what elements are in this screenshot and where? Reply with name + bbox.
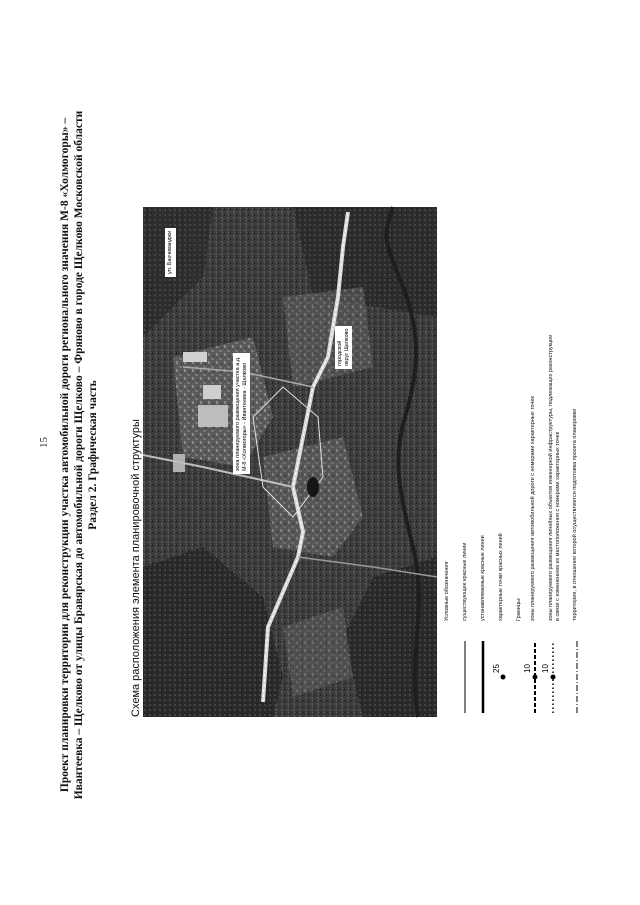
legend-item-text-line-1: зоны планируемого размещения линейных объектов инженерной инфраструктуры, подлежащих реконструкции: [548, 334, 554, 621]
legend-item: [542, 197, 564, 717]
zone-label: [233, 354, 250, 475]
point-number: 10: [541, 664, 550, 673]
aerial-map: [143, 207, 437, 717]
map-legend: [440, 197, 600, 717]
scheme-title: Схема расположения элемента планировочной структуры: [130, 419, 142, 717]
planning-territory-symbol: [566, 637, 584, 717]
legend-heading: Условные обозначения: [444, 561, 450, 621]
legend-item-text: устанавливаемые красные линии: [480, 535, 486, 621]
district-label-line-1: городской: [337, 340, 343, 366]
title-line-1: Проект планировки территории для реконструкции участка автомобильной дороги регионального значения М-8 «Холмогоры» –: [59, 117, 71, 793]
point-symbol: [492, 637, 510, 717]
zone-label-line-1: зона планируемого размещения участка а.д.: [235, 356, 241, 471]
legend-item-text: зоны планируемого размещения автомобильной дороги с номерами характерных точек: [530, 396, 536, 621]
page-number: 15: [38, 437, 50, 448]
legend-item: [456, 197, 474, 717]
title-line-3: Раздел 2. Графическая часть: [87, 380, 99, 530]
legend-item-text: характерные точки красных линий: [498, 533, 504, 621]
zone-label-line-2: М-8 «Холмогоры» - Ивантеевка - Щелково: [241, 362, 248, 471]
existing-line-symbol: [456, 637, 474, 717]
legend-item-text: существующие красные линии: [462, 542, 468, 621]
legend-item-text: территории, в отношении которой осуществляется подготовка проекта планировки: [572, 408, 578, 621]
legend-item-text-line-2: в связи с изменением их местоположения с номерами характерных точек: [555, 431, 561, 621]
point-number: 25: [492, 664, 501, 673]
title-line-2: Ивантеевка – Щелково от улицы Бравярская до автомобильной дороги Щелково – Фряново в городе Щелково Московской области: [73, 110, 85, 800]
district-label: [335, 326, 352, 369]
legend-item: [524, 197, 542, 717]
document-title: [58, 75, 100, 835]
point-number: 10: [523, 664, 532, 673]
road-zone-symbol: [524, 637, 542, 717]
established-line-symbol: [474, 637, 492, 717]
district-label-line-2: округ Щелково: [343, 328, 350, 366]
legend-item: [566, 197, 584, 717]
infrastructure-zone-symbol: [542, 637, 560, 717]
legend-item: [474, 197, 492, 717]
legend-item-text: Границы:: [516, 597, 522, 621]
aerial-photo: [143, 207, 437, 717]
legend-item-text: [548, 335, 562, 621]
legend-item: [492, 197, 510, 717]
street-label: ул. Бахчиванджи: [165, 228, 176, 277]
